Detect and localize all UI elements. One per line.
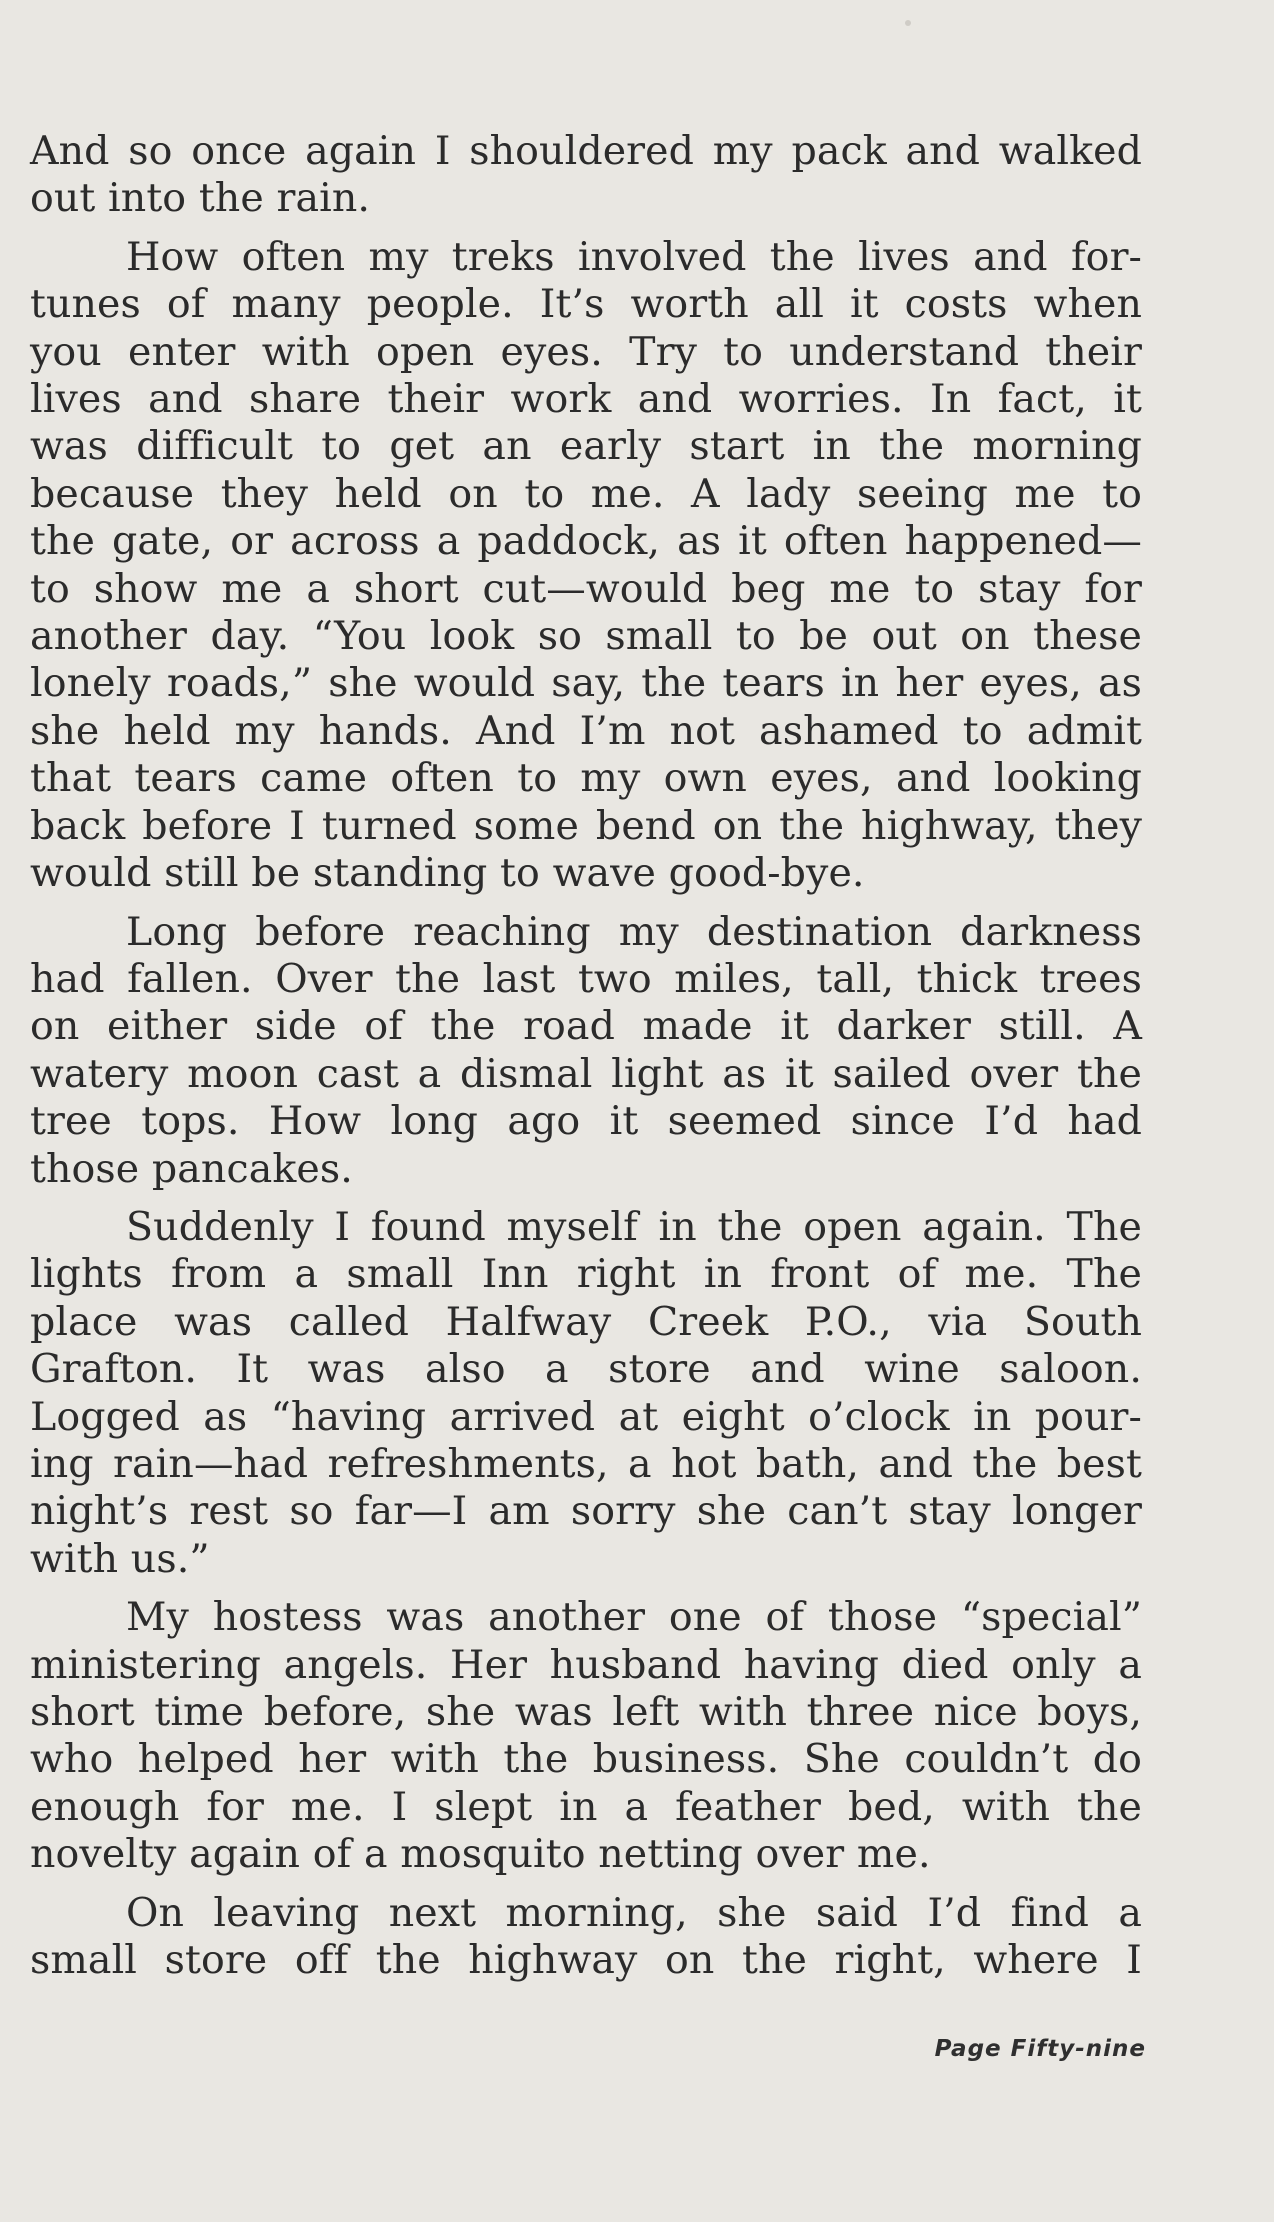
text-line: novelty again of a mosquito netting over me. xyxy=(30,1831,931,1878)
text-line: out into the rain. xyxy=(30,175,371,222)
text-line: Long before reaching my destination darkness xyxy=(126,908,1142,955)
text-line: night’s rest so far—I am sorry she can’t stay longer xyxy=(30,1488,1142,1535)
text-line: back before I turned some bend on the highway, they xyxy=(30,802,1142,849)
text-line: with us.” xyxy=(30,1535,210,1582)
text-line: had fallen. Over the last two miles, tall, thick trees xyxy=(30,955,1142,1002)
text-line: that tears came often to my own eyes, and looking xyxy=(30,755,1142,802)
paragraph-3 xyxy=(30,909,1142,1193)
text-line: My hostess was another one of those “special” xyxy=(126,1594,1142,1641)
text-line: lights from a small Inn right in front of me. The xyxy=(30,1251,1142,1298)
text-line: Suddenly I found myself in the open again. The xyxy=(126,1203,1142,1250)
text-line: because they held on to me. A lady seeing me to xyxy=(30,470,1142,517)
text-line: tree tops. How long ago it seemed since I’d had xyxy=(30,1098,1142,1145)
paragraph-6 xyxy=(30,1890,1142,1985)
text-line: small store off the highway on the right, where I xyxy=(30,1937,1142,1984)
text-line: another day. “You look so small to be out on these xyxy=(30,613,1142,660)
text-line: On leaving next morning, she said I’d find a xyxy=(126,1889,1142,1936)
text-line: How often my treks involved the lives and for- xyxy=(126,233,1142,280)
text-line: lives and share their work and worries. In fact, it xyxy=(30,376,1142,423)
text-line: ministering angels. Her husband having died only a xyxy=(30,1641,1142,1688)
paragraph-2 xyxy=(30,234,1142,898)
text-line: Logged as “having arrived at eight o’clock in pour- xyxy=(30,1393,1142,1440)
paragraph-5 xyxy=(30,1594,1142,1878)
text-line: watery moon cast a dismal light as it sailed over the xyxy=(30,1050,1142,1097)
paragraph-4 xyxy=(30,1204,1142,1583)
text-line: was difficult to get an early start in the morning xyxy=(30,423,1142,470)
text-line: on either side of the road made it darker still. A xyxy=(30,1003,1142,1050)
paper-speck xyxy=(905,20,911,26)
text-line: the gate, or across a paddock, as it often happened— xyxy=(30,518,1142,565)
text-line: ing rain—had refreshments, a hot bath, and the best xyxy=(30,1440,1142,1487)
text-line: to show me a short cut—would beg me to stay for xyxy=(30,565,1142,612)
page-number: Page Fifty-nine xyxy=(934,2036,1146,2062)
text-line: she held my hands. And I’m not ashamed to admit xyxy=(30,707,1142,754)
text-line: lonely roads,” she would say, the tears in her eyes, as xyxy=(30,660,1142,707)
text-line: short time before, she was left with three nice boys, xyxy=(30,1689,1142,1735)
text-line: enough for me. I slept in a feather bed, with the xyxy=(30,1783,1142,1830)
text-line: And so once again I shouldered my pack and walked xyxy=(30,128,1142,174)
text-line: would still be standing to wave good-bye. xyxy=(30,850,865,897)
text-line: you enter with open eyes. Try to understand their xyxy=(30,328,1142,375)
body-text xyxy=(30,128,1142,1984)
paragraph-1 xyxy=(30,128,1142,223)
text-line: tunes of many people. It’s worth all it costs when xyxy=(30,281,1142,328)
text-line: Grafton. It was also a store and wine saloon. xyxy=(30,1346,1142,1393)
text-line: those pancakes. xyxy=(30,1145,353,1192)
text-line: place was called Halfway Creek P.O., via South xyxy=(30,1298,1142,1345)
text-line: who helped her with the business. She couldn’t do xyxy=(30,1736,1142,1783)
